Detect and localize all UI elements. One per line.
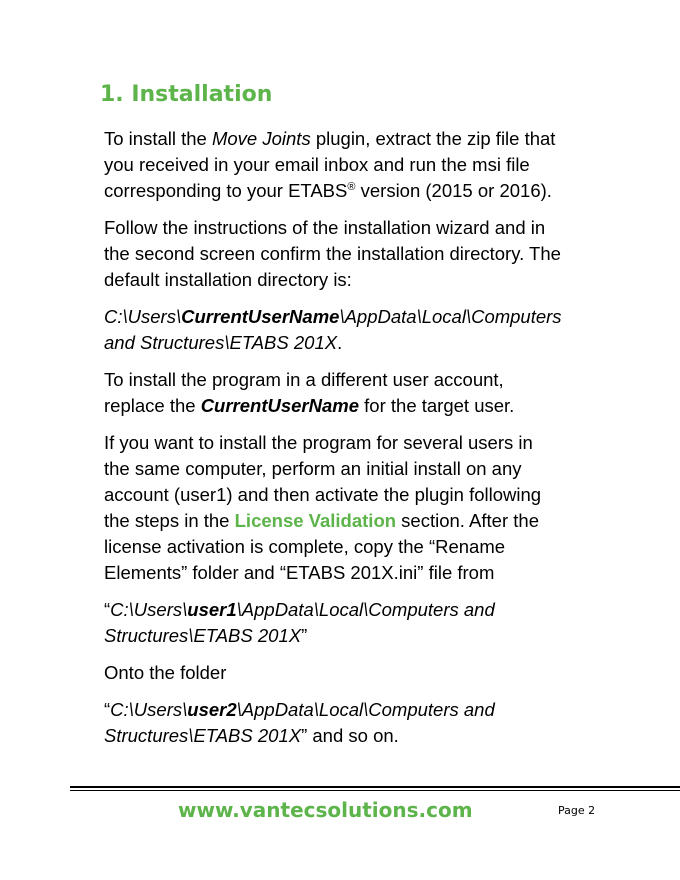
text-fragment: the second screen confirm the installation directory. The <box>104 243 561 264</box>
open-quote: “ <box>104 699 111 720</box>
paragraph-wizard <box>104 215 624 293</box>
open-quote: “ <box>104 599 111 620</box>
registered-mark: ® <box>347 180 356 193</box>
text-fragment: license activation is complete, copy the “Rename <box>104 536 506 557</box>
footer-website-link[interactable]: www.vantecsolutions.com <box>178 798 473 822</box>
path-username: user2 <box>187 699 237 720</box>
text-fragment: version (2015 or 2016). <box>355 180 552 201</box>
path-username: CurrentUserName <box>200 395 360 416</box>
path-fragment: C:\Users\ <box>104 306 182 327</box>
text-fragment: plugin, extract the zip file that <box>310 128 556 149</box>
paragraph-onto-folder <box>104 660 624 686</box>
text-fragment: for the target user. <box>359 395 515 416</box>
text-fragment: To install the program in a different user account, <box>104 369 504 390</box>
path-fragment: \AppData\Local\Computers <box>339 306 562 327</box>
text-fragment: ” and so on. <box>301 725 399 746</box>
text-fragment: If you want to install the program for several users in <box>104 432 533 453</box>
footer-divider <box>70 786 680 791</box>
path-fragment: C:\Users\ <box>110 699 188 720</box>
paragraph-target-path <box>104 697 624 749</box>
text-fragment: Follow the instructions of the installation wizard and in <box>104 217 546 238</box>
path-fragment: \AppData\Local\Computers and <box>236 699 495 720</box>
text-fragment: you received in your email inbox and run the msi file <box>104 154 530 175</box>
path-fragment: \AppData\Local\Computers and <box>236 599 495 620</box>
path-username: CurrentUserName <box>181 306 340 327</box>
close-quote: ” <box>301 625 308 646</box>
paragraph-different-user <box>104 367 624 419</box>
text-fragment: section. After the <box>396 510 539 531</box>
paragraph-source-path <box>104 597 624 649</box>
path-fragment: Structures\ETABS 201X <box>104 725 302 746</box>
text-fragment: . <box>337 332 343 353</box>
section-heading: 1. Installation <box>100 82 273 107</box>
text-fragment: Elements” folder and “ETABS 201X.ini” file from <box>104 562 495 583</box>
path-fragment: Structures\ETABS 201X <box>104 625 302 646</box>
path-fragment: and Structures\ETABS 201X <box>104 332 338 353</box>
path-fragment: C:\Users\ <box>110 599 188 620</box>
page-number: Page 2 <box>558 804 596 817</box>
document-body <box>104 126 624 760</box>
text-fragment: Onto the folder <box>104 662 227 683</box>
text-fragment: replace the <box>104 395 201 416</box>
plugin-name: Move Joints <box>211 128 311 149</box>
text-fragment: the same computer, perform an initial install on any <box>104 458 522 479</box>
text-fragment: default installation directory is: <box>104 269 352 290</box>
path-username: user1 <box>187 599 237 620</box>
text-fragment: corresponding to your ETABS <box>104 180 348 201</box>
text-fragment: the steps in the <box>104 510 235 531</box>
license-validation-link[interactable]: License Validation <box>234 510 397 531</box>
paragraph-install-intro <box>104 126 624 204</box>
paragraph-default-path <box>104 304 624 356</box>
paragraph-several-users <box>104 430 624 586</box>
text-fragment: account (user1) and then activate the plugin following <box>104 484 542 505</box>
text-fragment: To install the <box>104 128 212 149</box>
